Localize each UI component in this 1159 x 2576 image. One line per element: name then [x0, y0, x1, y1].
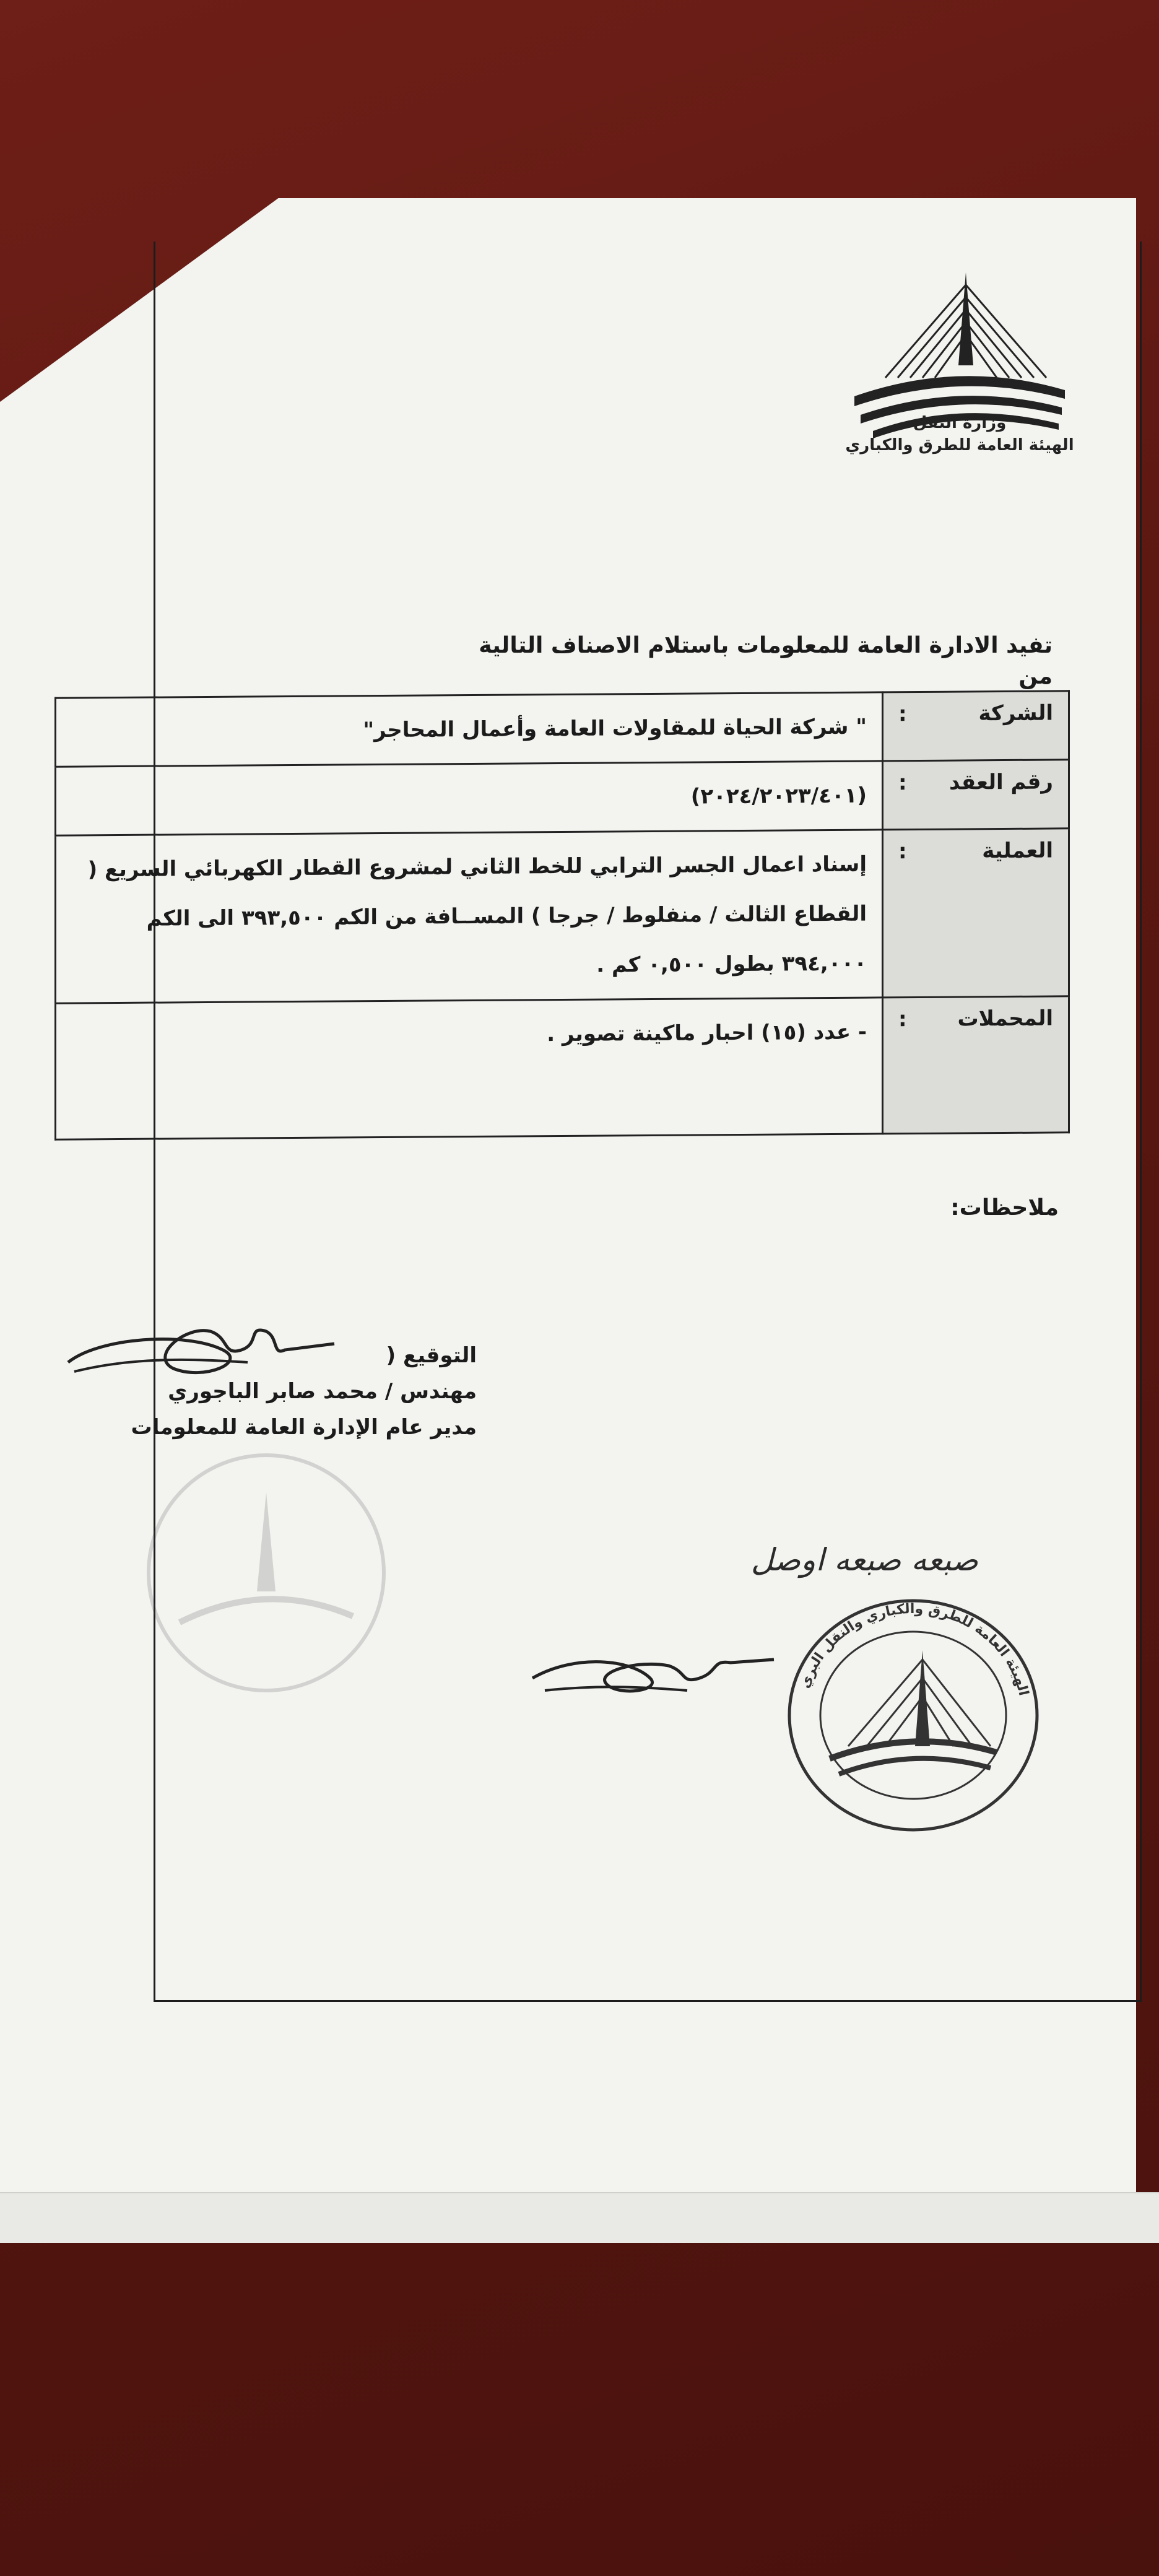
- paper-bottom-edge: [0, 2192, 1159, 2243]
- handwritten-signature: [62, 1313, 347, 1393]
- label-operation: العملية :: [883, 829, 1069, 998]
- official-stamp: [780, 1591, 1046, 1839]
- signer-title: مدير عام الإدارة العامة للمعلومات: [131, 1415, 477, 1440]
- label-items: المحملات :: [883, 996, 1069, 1134]
- row-operation: [56, 829, 1069, 1003]
- notes-label: ملاحظات:: [950, 1195, 1059, 1221]
- value-contract-number: (٢٠٢٤/٢٠٢٣/٤٠١): [56, 761, 883, 835]
- label-company: الشركة :: [883, 691, 1069, 761]
- row-contract-number: [56, 760, 1069, 835]
- handwritten-note: صبعه صبعه اوصل: [750, 1542, 978, 1578]
- row-company: [56, 691, 1069, 767]
- signature-label: التوقيع (: [386, 1343, 477, 1368]
- value-operation: إسناد اعمال الجسر الترابي للخط الثاني لمشروع القطار الكهربائي السريع ( القطاع الثالث / منفلوط / جرجا ) المســافة من الكم ٣٩٣,٥٠٠ الى الكم ٣٩٤,٠٠٠ بطول ٠,٥٠٠ كم .: [56, 830, 883, 1003]
- intro-line: تفيد الادارة العامة للمعلومات باستلام الاصناف التالية من: [479, 633, 1053, 689]
- logo-caption: [842, 412, 1077, 456]
- receipt-table: [54, 690, 1070, 1140]
- value-company: " شركة الحياة للمقاولات العامة وأعمال المحاجر": [56, 692, 883, 767]
- authority-name: الهيئة العامة للطرق والكباري: [845, 436, 1074, 455]
- signer-name: مهندس / محمد صابر الباجوري: [168, 1379, 477, 1404]
- handwritten-signature-2: [526, 1635, 786, 1715]
- stamp-text: الهيئة العامة للطرق والكباري والنقل البري: [797, 1601, 1031, 1697]
- ministry-name: وزارة النقل: [913, 414, 1007, 432]
- value-items: - عدد (١٥) احبار ماكينة تصوير .: [56, 998, 883, 1139]
- label-contract-number: رقم العقد :: [883, 760, 1069, 830]
- row-items: [56, 996, 1069, 1139]
- faded-stamp: [130, 1437, 402, 1709]
